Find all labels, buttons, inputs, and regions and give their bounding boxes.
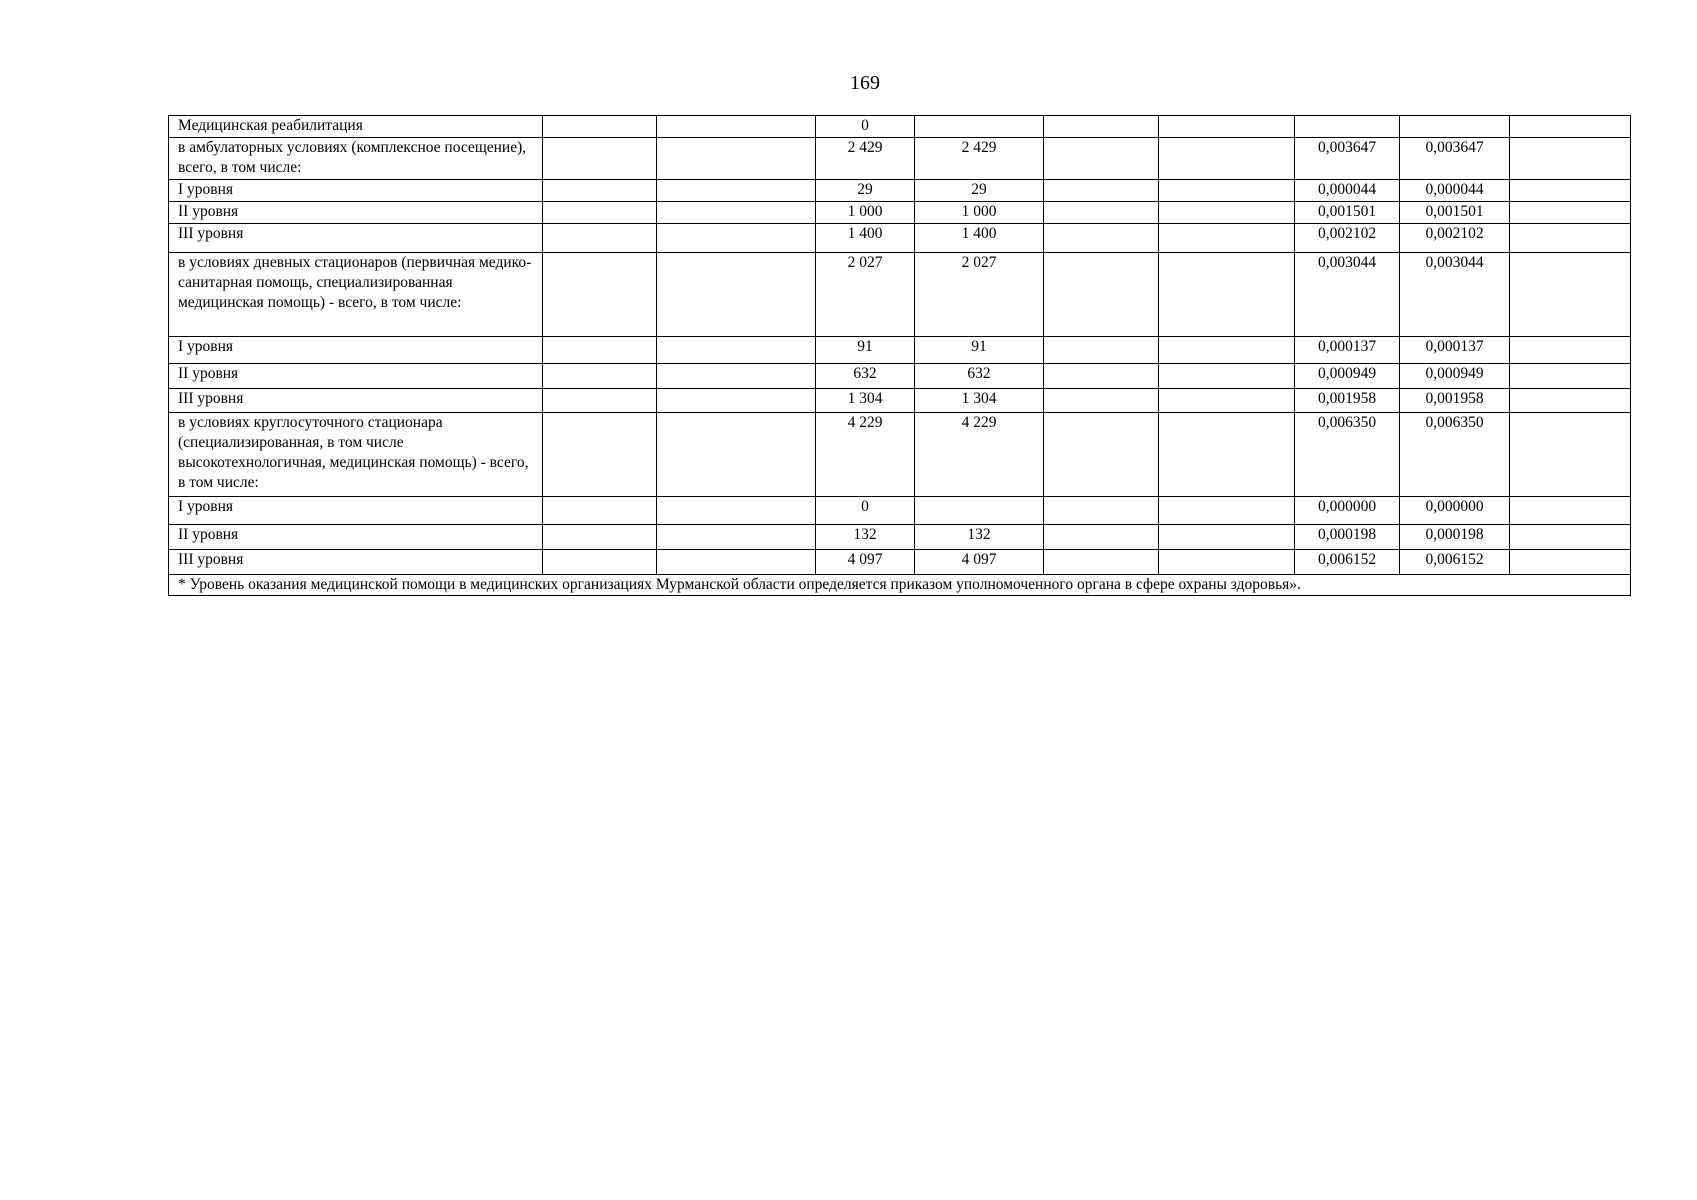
value-cell: 0,006152	[1400, 550, 1510, 575]
empty-cell	[1159, 224, 1295, 253]
empty-cell	[1044, 337, 1159, 364]
empty-cell	[543, 180, 657, 202]
value-cell: 29	[816, 180, 915, 202]
empty-cell	[1159, 389, 1295, 413]
empty-cell	[1044, 116, 1159, 138]
empty-cell	[657, 413, 816, 497]
empty-cell	[1159, 525, 1295, 550]
empty-cell	[1159, 138, 1295, 180]
row-label: в амбулаторных условиях (комплексное посещение), всего, в том числе:	[169, 138, 543, 180]
row-label: II уровня	[169, 364, 543, 389]
footnote-row	[169, 575, 1631, 596]
empty-cell	[1510, 138, 1631, 180]
value-cell: 0,002102	[1400, 224, 1510, 253]
value-cell: 0,000137	[1295, 337, 1400, 364]
empty-cell	[657, 389, 816, 413]
empty-cell	[543, 497, 657, 525]
empty-cell	[657, 224, 816, 253]
value-cell: 4 097	[816, 550, 915, 575]
empty-cell	[1510, 180, 1631, 202]
value-cell: 0,000137	[1400, 337, 1510, 364]
row-label: I уровня	[169, 497, 543, 525]
value-cell: 0,000949	[1400, 364, 1510, 389]
empty-cell	[1510, 224, 1631, 253]
row-label: в условиях круглосуточного стационара (специализированная, в том числе высокотехнологичная, медицинская помощь) - всего, в том числе:	[169, 413, 543, 497]
data-table	[168, 115, 1631, 596]
table-row	[169, 550, 1631, 575]
empty-cell	[1510, 202, 1631, 224]
empty-cell	[1159, 337, 1295, 364]
row-label: II уровня	[169, 202, 543, 224]
value-cell: 0,003044	[1400, 253, 1510, 337]
table-row	[169, 253, 1631, 337]
empty-cell	[1044, 497, 1159, 525]
empty-cell	[1159, 253, 1295, 337]
value-cell: 0,000044	[1295, 180, 1400, 202]
value-cell	[915, 116, 1044, 138]
value-cell: 0,000949	[1295, 364, 1400, 389]
value-cell: 0,000000	[1295, 497, 1400, 525]
value-cell: 0,001958	[1295, 389, 1400, 413]
value-cell: 1 000	[816, 202, 915, 224]
empty-cell	[657, 497, 816, 525]
value-cell: 0,000198	[1295, 525, 1400, 550]
value-cell: 132	[915, 525, 1044, 550]
value-cell: 2 429	[915, 138, 1044, 180]
value-cell: 0,001501	[1400, 202, 1510, 224]
value-cell: 0	[816, 497, 915, 525]
value-cell: 4 097	[915, 550, 1044, 575]
value-cell	[915, 497, 1044, 525]
page-number: 169	[850, 72, 880, 94]
value-cell: 0,003044	[1295, 253, 1400, 337]
value-cell: 91	[915, 337, 1044, 364]
empty-cell	[543, 413, 657, 497]
value-cell: 0,000198	[1400, 525, 1510, 550]
empty-cell	[543, 550, 657, 575]
value-cell: 0,001958	[1400, 389, 1510, 413]
empty-cell	[1044, 364, 1159, 389]
empty-cell	[1510, 337, 1631, 364]
empty-cell	[657, 364, 816, 389]
value-cell: 1 400	[915, 224, 1044, 253]
table-row	[169, 116, 1631, 138]
footnote: * Уровень оказания медицинской помощи в медицинских организациях Мурманской области определяется приказом уполномоченного органа в сфере охраны здоровья».	[169, 575, 1631, 596]
value-cell: 0,001501	[1295, 202, 1400, 224]
value-cell: 0,006350	[1295, 413, 1400, 497]
table-row	[169, 497, 1631, 525]
table-row	[169, 337, 1631, 364]
empty-cell	[1159, 202, 1295, 224]
table-row	[169, 138, 1631, 180]
row-label: I уровня	[169, 337, 543, 364]
empty-cell	[543, 337, 657, 364]
value-cell: 4 229	[915, 413, 1044, 497]
table-row	[169, 413, 1631, 497]
value-cell: 0,003647	[1295, 138, 1400, 180]
empty-cell	[657, 202, 816, 224]
table-row	[169, 525, 1631, 550]
row-label: Медицинская реабилитация	[169, 116, 543, 138]
value-cell: 2 027	[816, 253, 915, 337]
value-cell: 0	[816, 116, 915, 138]
empty-cell	[1510, 116, 1631, 138]
table-row	[169, 180, 1631, 202]
empty-cell	[543, 389, 657, 413]
table-row	[169, 364, 1631, 389]
value-cell: 1 304	[915, 389, 1044, 413]
table-row	[169, 202, 1631, 224]
row-label: I уровня	[169, 180, 543, 202]
value-cell: 91	[816, 337, 915, 364]
empty-cell	[1044, 253, 1159, 337]
empty-cell	[1044, 202, 1159, 224]
row-label: III уровня	[169, 224, 543, 253]
empty-cell	[1159, 497, 1295, 525]
empty-cell	[1159, 364, 1295, 389]
empty-cell	[1044, 525, 1159, 550]
empty-cell	[543, 525, 657, 550]
table-row	[169, 224, 1631, 253]
value-cell: 632	[915, 364, 1044, 389]
empty-cell	[1510, 389, 1631, 413]
empty-cell	[657, 253, 816, 337]
value-cell	[1295, 116, 1400, 138]
value-cell: 2 027	[915, 253, 1044, 337]
empty-cell	[1159, 550, 1295, 575]
value-cell: 0,006152	[1295, 550, 1400, 575]
empty-cell	[543, 202, 657, 224]
value-cell: 1 304	[816, 389, 915, 413]
empty-cell	[1510, 550, 1631, 575]
row-label: в условиях дневных стационаров (первичная медико-санитарная помощь, специализированная медицинская помощь) - всего, в том числе:	[169, 253, 543, 337]
empty-cell	[1510, 413, 1631, 497]
row-label: III уровня	[169, 550, 543, 575]
value-cell: 0,006350	[1400, 413, 1510, 497]
row-label: II уровня	[169, 525, 543, 550]
value-cell: 4 229	[816, 413, 915, 497]
empty-cell	[1044, 550, 1159, 575]
empty-cell	[657, 180, 816, 202]
table-body	[169, 116, 1631, 575]
empty-cell	[657, 525, 816, 550]
empty-cell	[657, 138, 816, 180]
value-cell: 29	[915, 180, 1044, 202]
empty-cell	[657, 550, 816, 575]
value-cell: 0,000000	[1400, 497, 1510, 525]
empty-cell	[543, 364, 657, 389]
empty-cell	[1159, 413, 1295, 497]
value-cell: 0,003647	[1400, 138, 1510, 180]
value-cell: 2 429	[816, 138, 915, 180]
row-label: III уровня	[169, 389, 543, 413]
empty-cell	[1044, 180, 1159, 202]
empty-cell	[543, 224, 657, 253]
value-cell: 132	[816, 525, 915, 550]
value-cell: 632	[816, 364, 915, 389]
empty-cell	[657, 116, 816, 138]
empty-cell	[1044, 224, 1159, 253]
empty-cell	[543, 116, 657, 138]
value-cell: 1 000	[915, 202, 1044, 224]
value-cell: 1 400	[816, 224, 915, 253]
value-cell: 0,002102	[1295, 224, 1400, 253]
value-cell	[1400, 116, 1510, 138]
empty-cell	[1510, 364, 1631, 389]
empty-cell	[657, 337, 816, 364]
table-row	[169, 389, 1631, 413]
empty-cell	[1510, 525, 1631, 550]
empty-cell	[1044, 138, 1159, 180]
empty-cell	[1044, 413, 1159, 497]
empty-cell	[1044, 389, 1159, 413]
empty-cell	[1159, 180, 1295, 202]
empty-cell	[1510, 253, 1631, 337]
empty-cell	[543, 253, 657, 337]
empty-cell	[1159, 116, 1295, 138]
empty-cell	[1510, 497, 1631, 525]
value-cell: 0,000044	[1400, 180, 1510, 202]
empty-cell	[543, 138, 657, 180]
